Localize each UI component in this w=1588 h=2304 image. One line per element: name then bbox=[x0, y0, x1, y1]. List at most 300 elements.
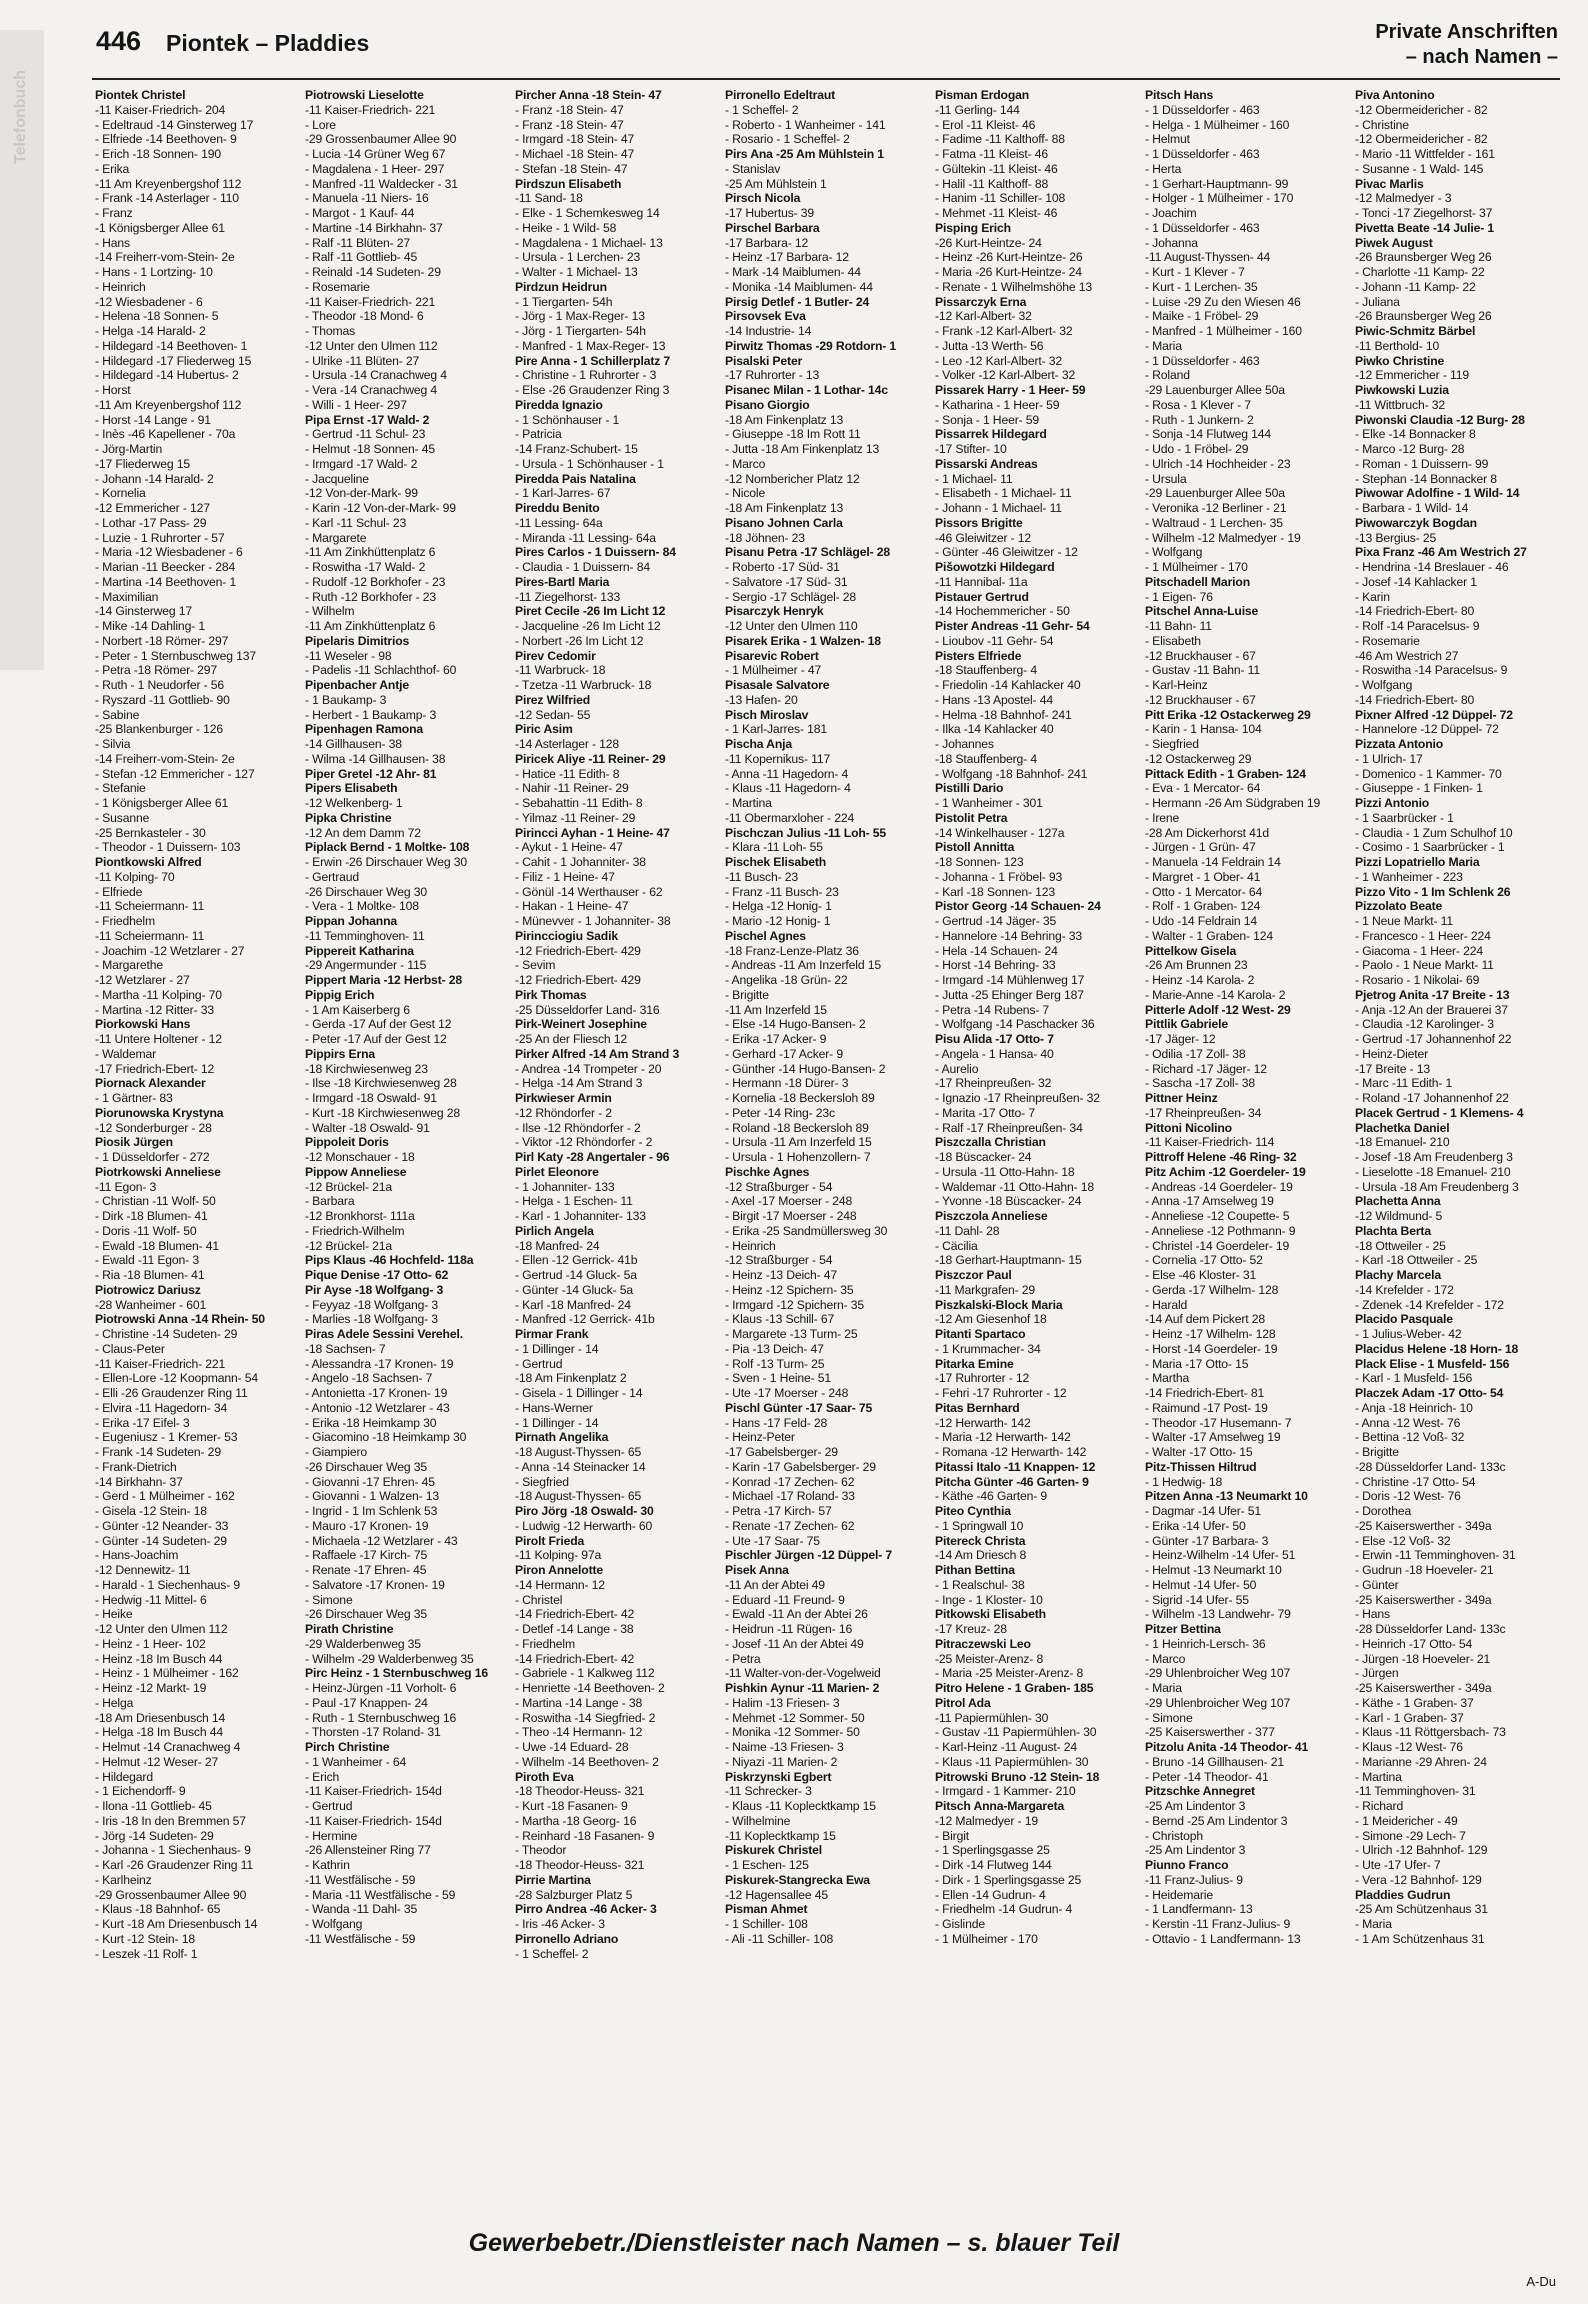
listing-entry: - Anna -12 West- 76 bbox=[1355, 1415, 1461, 1430]
listing-entry: - Sven - 1 Heine- 51 bbox=[725, 1371, 832, 1386]
listing-entry: - Heinrich bbox=[725, 1238, 776, 1253]
listing-surname-entry: Placido Pasquale bbox=[1355, 1312, 1453, 1327]
listing-entry: - Käthe -46 Garten- 9 bbox=[935, 1489, 1048, 1504]
listing-entry: - Niyazi -11 Marien- 2 bbox=[725, 1754, 838, 1769]
listing-entry: - Henriette -14 Beethoven- 2 bbox=[515, 1681, 665, 1695]
listing-surname-entry: Piorkowski Hans bbox=[95, 1017, 191, 1032]
listing-entry: - Hannelore -14 Behring- 33 bbox=[935, 928, 1083, 943]
listing-entry: -11 Kopernikus- 117 bbox=[725, 751, 831, 766]
listing-entry: - Helga -12 Honig- 1 bbox=[725, 899, 832, 914]
listing-entry: - Wilma -14 Gillhausen- 38 bbox=[305, 751, 446, 766]
listing-entry: - Martine -14 Birkhahn- 37 bbox=[305, 220, 443, 235]
listing-surname-entry: Pischa Anja bbox=[725, 737, 792, 751]
listing-entry: -11 August-Thyssen- 44 bbox=[1145, 250, 1271, 265]
listing-entry: -18 Büscacker- 24 bbox=[935, 1150, 1032, 1164]
listing-entry: - Karl - 1 Musfeld- 156 bbox=[1355, 1371, 1473, 1386]
listing-entry: - Hans - 1 Lortzing- 10 bbox=[95, 265, 213, 279]
listing-entry: - Petra -18 Römer- 297 bbox=[95, 663, 218, 678]
listing-entry: - Helmut -12 Weser- 27 bbox=[95, 1754, 219, 1769]
listing-entry: -46 Am Westrich 27 bbox=[1355, 648, 1459, 663]
listing-entry: - Günter -17 Barbara- 3 bbox=[1145, 1533, 1269, 1548]
listing-entry: - Heinz-Wilhelm -14 Ufer- 51 bbox=[1145, 1548, 1296, 1563]
listing-entry: -12 Herwarth- 142 bbox=[935, 1415, 1031, 1430]
listing-entry: - Salvatore -17 Süd- 31 bbox=[725, 574, 848, 589]
listing-entry: - Mehmet -12 Sommer- 50 bbox=[725, 1710, 865, 1725]
listing-entry: - Feyyaz -18 Wolfgang- 3 bbox=[305, 1297, 439, 1312]
listing-entry: - Dagmar -14 Ufer- 51 bbox=[1145, 1504, 1262, 1518]
listing-entry: - Erika bbox=[95, 161, 130, 176]
listing-entry: - Mark -14 Maiblumen- 44 bbox=[725, 265, 861, 279]
listing-surname-entry: Pipenhagen Ramona bbox=[305, 722, 423, 737]
listing-entry: - Helmut -18 Sonnen- 45 bbox=[305, 442, 436, 456]
listing-entry: - Martina -14 Beethoven- 1 bbox=[95, 574, 237, 589]
listing-surname-entry: Pirro Andrea -46 Acker- 3 bbox=[515, 1902, 657, 1917]
listing-entry: - Johann - 1 Michael- 11 bbox=[935, 501, 1062, 515]
listing-entry: -26 Am Brunnen 23 bbox=[1145, 958, 1248, 973]
listing-entry: - Bettina -12 Voß- 32 bbox=[1355, 1430, 1465, 1445]
listing-entry: - Gisela -12 Stein- 18 bbox=[95, 1504, 207, 1518]
listing-surname-entry: Pisters Elfriede bbox=[935, 648, 1022, 663]
listing-entry: -11 Lessing- 64a bbox=[515, 515, 603, 530]
listing-entry: - 1 Heinrich-Lersch- 36 bbox=[1145, 1636, 1266, 1651]
listing-surname-entry: Piric Asim bbox=[515, 722, 573, 737]
listing-entry: -25 Blankenburger - 126 bbox=[95, 722, 223, 737]
listing-entry: - Yilmaz -11 Reiner- 29 bbox=[515, 810, 636, 825]
listing-entry: -11 Gerling- 144 bbox=[935, 102, 1020, 117]
listing-entry: - Renate - 1 Wilhelmshöhe 13 bbox=[935, 279, 1093, 294]
listing-entry: - Ellen -12 Gerrick- 41b bbox=[515, 1253, 638, 1268]
listing-entry: -12 Bronkhorst- 111a bbox=[305, 1209, 415, 1223]
listing-entry: -18 Gerhart-Hauptmann- 15 bbox=[935, 1253, 1082, 1268]
listing-entry: - Roman - 1 Duissern- 99 bbox=[1355, 456, 1489, 471]
listing-entry: - Elisabeth - 1 Michael- 11 bbox=[935, 486, 1072, 501]
listing-entry: - Helmut -14 Ufer- 50 bbox=[1145, 1577, 1257, 1592]
listing-entry: - 1 Scheffel- 2 bbox=[725, 102, 799, 117]
listing-entry: - Andreas -11 Am Inzerfeld 15 bbox=[725, 958, 881, 973]
listing-entry: - Tonci -17 Ziegelhorst- 37 bbox=[1355, 206, 1493, 220]
listing-entry: - Else -26 Graudenzer Ring 3 bbox=[515, 383, 670, 397]
listing-entry: - Tzetza -11 Warbruck- 18 bbox=[515, 678, 652, 692]
listing-entry: - Günther -14 Hugo-Bansen- 2 bbox=[725, 1061, 886, 1076]
listing-entry: - Wolfgang bbox=[305, 1917, 363, 1931]
listing-entry: - Raffaele -17 Kirch- 75 bbox=[305, 1548, 428, 1563]
listing-entry: -11 Busch- 23 bbox=[725, 869, 799, 884]
listing-entry: - Margret - 1 Ober- 41 bbox=[1145, 869, 1261, 884]
listing-entry: - Heinz -14 Karola- 2 bbox=[1145, 973, 1255, 987]
listing-entry: - Margot - 1 Kauf- 44 bbox=[305, 206, 415, 220]
listing-entry: - Rolf - 1 Graben- 124 bbox=[1145, 899, 1261, 914]
listing-surname-entry: Pitsch Hans bbox=[1145, 88, 1214, 102]
listing-entry: - Margarethe bbox=[95, 958, 163, 973]
listing-entry: - Frank -14 Asterlager - 110 bbox=[95, 191, 239, 206]
listing-surname-entry: Pirs Ana -25 Am Mühlstein 1 bbox=[725, 147, 884, 161]
listing-entry: - 1 Düsseldorfer - 272 bbox=[95, 1150, 210, 1164]
listing-entry: - Peter -14 Ring- 23c bbox=[725, 1105, 835, 1120]
listing-column bbox=[1352, 88, 1562, 2224]
listing-entry: - Karl -26 Graudenzer Ring 11 bbox=[95, 1858, 254, 1872]
listing-entry: - Erika -18 Heimkamp 30 bbox=[305, 1415, 437, 1430]
listing-entry: - Edeltraud -14 Ginsterweg 17 bbox=[95, 117, 254, 132]
listing-entry: -12 Friedrich-Ebert- 429 bbox=[515, 973, 641, 987]
listing-column bbox=[722, 88, 932, 2224]
listing-entry: - Uwe -14 Eduard- 28 bbox=[515, 1740, 629, 1754]
listing-entry: - Thorsten -17 Roland- 31 bbox=[305, 1725, 441, 1740]
listing-entry: -12 Brückel- 21a bbox=[305, 1238, 393, 1253]
listing-entry: -14 Friedrich-Ebert- 80 bbox=[1355, 692, 1475, 707]
listing-entry: - Juliana bbox=[1355, 294, 1400, 309]
listing-entry: - Karin - 1 Hansa- 104 bbox=[1145, 722, 1262, 737]
listing-surname-entry: Pitrol Ada bbox=[935, 1695, 991, 1710]
listing-entry: - 1 Dillinger - 14 bbox=[515, 1341, 599, 1356]
listing-surname-entry: Pitz Achim -12 Goerdeler- 19 bbox=[1145, 1164, 1306, 1179]
listing-entry: - Hanim -11 Schiller- 108 bbox=[935, 191, 1066, 206]
listing-entry: - Elvira -11 Hagedorn- 34 bbox=[95, 1400, 228, 1415]
listing-entry: -26 Dirschauer Weg 30 bbox=[305, 884, 427, 899]
listing-entry: -18 Theodor-Heuss- 321 bbox=[515, 1858, 645, 1872]
listing-entry: - Petra -17 Kirch- 57 bbox=[725, 1504, 832, 1518]
listing-surname-entry: Pitereck Christa bbox=[935, 1533, 1026, 1548]
listing-entry: - Anneliese -12 Pothmann- 9 bbox=[1145, 1223, 1296, 1238]
listing-entry: - Heinz -17 Barbara- 12 bbox=[725, 250, 849, 265]
listing-entry: - 1 Johanniter- 133 bbox=[515, 1179, 615, 1194]
listing-entry: - Wilhelm -29 Walderbenweg 35 bbox=[305, 1651, 474, 1666]
listing-surname-entry: Pirincci Ayhan - 1 Heine- 47 bbox=[515, 825, 670, 840]
listing-surname-entry: Pisarevic Robert bbox=[725, 648, 819, 663]
listing-surname-entry: Pisano Giorgio bbox=[725, 397, 810, 412]
listing-surname-entry: Pippow Anneliese bbox=[305, 1164, 407, 1179]
listing-surname-entry: Pistor Georg -14 Schauen- 24 bbox=[935, 899, 1101, 914]
listing-surname-entry: Pitanti Spartaco bbox=[935, 1327, 1026, 1341]
listing-surname-entry: Pirronello Edeltraut bbox=[725, 88, 836, 102]
listing-entry: -29 Uhlenbroicher Weg 107 bbox=[1145, 1695, 1291, 1710]
listing-surname-entry: Pissarski Andreas bbox=[935, 456, 1038, 471]
listing-entry: - Hans -17 Feld- 28 bbox=[725, 1415, 828, 1430]
listing-entry: -17 Kreuz- 28 bbox=[935, 1622, 1007, 1636]
listing-entry: - Kathrin bbox=[305, 1858, 350, 1872]
listing-entry: - Angelika -18 Grün- 22 bbox=[725, 973, 848, 987]
listing-entry: - Hans-Werner bbox=[515, 1400, 593, 1415]
listing-entry: - 1 Tiergarten- 54h bbox=[515, 294, 613, 309]
listing-surname-entry: Pisasale Salvatore bbox=[725, 678, 830, 692]
section-title bbox=[1375, 20, 1558, 70]
listing-entry: - Theodor - 1 Duissern- 103 bbox=[95, 840, 241, 855]
listing-entry: -11 Berthold- 10 bbox=[1355, 338, 1440, 353]
listing-entry: - Reinhard -18 Fasanen- 9 bbox=[515, 1828, 655, 1843]
listing-entry: - Friedhelm -14 Gudrun- 4 bbox=[935, 1902, 1073, 1917]
listing-entry: - Helena -18 Sonnen- 5 bbox=[95, 309, 219, 324]
listing-entry: - Sonja - 1 Heer- 59 bbox=[935, 412, 1040, 427]
listing-entry: - Dirk - 1 Sperlingsgasse 25 bbox=[935, 1872, 1082, 1887]
listing-surname-entry: Pirincciogiu Sadik bbox=[515, 928, 618, 943]
listing-entry: - Jörg - 1 Max-Reger- 13 bbox=[515, 309, 645, 324]
listing-surname-entry: Pirlich Angela bbox=[515, 1223, 594, 1238]
listing-entry: -11 Markgrafen- 29 bbox=[935, 1282, 1036, 1297]
listing-entry: - Ryszard -11 Gottlieb- 90 bbox=[95, 692, 230, 707]
listing-entry: -14 Friedrich-Ebert- 42 bbox=[515, 1651, 635, 1666]
listing-entry: - Ursula - 1 Schönhauser - 1 bbox=[515, 456, 664, 471]
listing-entry: -14 Freiherr-vom-Stein- 2e bbox=[95, 751, 235, 766]
listing-surname-entry: Pirk Thomas bbox=[515, 987, 587, 1002]
listing-entry: -12 Malmedyer - 3 bbox=[1355, 191, 1452, 206]
listing-entry: - Helmut -13 Neumarkt 10 bbox=[1145, 1563, 1282, 1577]
listing-entry: - 1 Michael- 11 bbox=[935, 471, 1013, 486]
listing-surname-entry: Pircher Anna -18 Stein- 47 bbox=[515, 88, 662, 102]
listing-entry: - Alessandra -17 Kronen- 19 bbox=[305, 1356, 454, 1371]
listing-entry: - Rudolf -12 Borkhofer - 23 bbox=[305, 574, 446, 589]
listing-entry: - Barbara - 1 Wild- 14 bbox=[1355, 501, 1469, 515]
listing-entry: - Hatice -11 Edith- 8 bbox=[515, 766, 620, 781]
listing-entry: -14 Auf dem Pickert 28 bbox=[1145, 1312, 1265, 1327]
listing-entry: -14 Asterlager - 128 bbox=[515, 737, 620, 751]
listing-surname-entry: Pitassi Italo -11 Knappen- 12 bbox=[935, 1459, 1096, 1474]
listing-entry: - 1 Julius-Weber- 42 bbox=[1355, 1327, 1462, 1341]
listing-entry: - Josef -18 Am Freudenberg 3 bbox=[1355, 1150, 1513, 1164]
listing-surname-entry: Pissors Brigitte bbox=[935, 515, 1023, 530]
listing-surname-entry: Pischczan Julius -11 Loh- 55 bbox=[725, 825, 887, 840]
listing-entry: - Erich -18 Sonnen- 190 bbox=[95, 147, 221, 161]
listing-entry: - Udo -14 Feldrain 14 bbox=[1145, 914, 1258, 928]
listing-entry: - Mario -12 Honig- 1 bbox=[725, 914, 831, 928]
listing-entry: - Roswitha -14 Paracelsus- 9 bbox=[1355, 663, 1508, 678]
listing-entry: - Michael -18 Stein- 47 bbox=[515, 147, 635, 161]
listing-entry: - Karl-Heinz bbox=[1145, 678, 1208, 692]
listing-entry: - Jörg - 1 Tiergarten- 54h bbox=[515, 324, 646, 338]
listing-surname-entry: Pischek Elisabeth bbox=[725, 855, 827, 869]
listing-entry: -29 Uhlenbroicher Weg 107 bbox=[1145, 1666, 1291, 1681]
listing-entry: - 1 Baukamp- 3 bbox=[305, 692, 387, 707]
listing-entry: - Margarete bbox=[305, 530, 367, 545]
listing-entry: - Giuseppe -18 Im Rott 11 bbox=[725, 427, 861, 442]
listing-entry: - 1 Mülheimer - 47 bbox=[725, 663, 822, 678]
listing-surname-entry: Pirlet Eleonore bbox=[515, 1164, 599, 1179]
listing-entry: -14 Friedrich-Ebert- 80 bbox=[1355, 604, 1475, 619]
listing-surname-entry: Pitz-Thissen Hiltrud bbox=[1145, 1459, 1257, 1474]
listing-entry: - Birgit -17 Moerser - 248 bbox=[725, 1209, 857, 1223]
listing-entry: -11 An der Abtei 49 bbox=[725, 1577, 825, 1592]
listing-entry: - Sebahattin -11 Edith- 8 bbox=[515, 796, 643, 810]
listing-entry: - Hans bbox=[95, 235, 130, 250]
listing-entry: - Hildegard -14 Hubertus- 2 bbox=[95, 368, 239, 383]
listing-entry: - Dirk -14 Flutweg 144 bbox=[935, 1858, 1052, 1872]
listing-entry: - Marlies -18 Wolfgang- 3 bbox=[305, 1312, 438, 1327]
listing-entry: -11 Am Zinkhüttenplatz 6 bbox=[305, 545, 436, 560]
listing-entry: -14 Am Driesch 8 bbox=[935, 1548, 1027, 1563]
listing-entry: - Karl - 1 Graben- 37 bbox=[1355, 1710, 1464, 1725]
listing-surname-entry: Piwowarczyk Bogdan bbox=[1355, 515, 1477, 530]
listing-entry: -12 Emmericher - 119 bbox=[1355, 368, 1469, 383]
listing-surname-entry: Piras Adele Sessini Verehel. bbox=[305, 1327, 463, 1341]
listing-entry: - Lucia -14 Grüner Weg 67 bbox=[305, 147, 446, 161]
listing-surname-entry: Pizzolato Beate bbox=[1355, 899, 1443, 914]
thumb-index-label: Telefonbuch bbox=[12, 70, 29, 164]
listing-surname-entry: Pister Andreas -11 Gehr- 54 bbox=[935, 619, 1090, 633]
listing-entry: - Waldemar -11 Otto-Hahn- 18 bbox=[935, 1179, 1095, 1194]
listing-entry: -18 Am Finkenplatz 13 bbox=[725, 501, 844, 515]
listing-entry: -17 Barbara- 12 bbox=[725, 235, 809, 250]
listing-entry: - Monika -12 Sommer- 50 bbox=[725, 1725, 860, 1740]
listing-entry: - Marc -11 Edith- 1 bbox=[1355, 1076, 1453, 1091]
listing-surname-entry: Pirrie Martina bbox=[515, 1872, 591, 1887]
listing-entry: - Volker -12 Karl-Albert- 32 bbox=[935, 368, 1076, 383]
listing-entry: - Christel -14 Goerdeler- 19 bbox=[1145, 1238, 1290, 1253]
listing-surname-entry: Pisch Miroslav bbox=[725, 707, 809, 722]
listing-entry: - 1 Gärtner- 83 bbox=[95, 1091, 173, 1105]
listing-entry: - Lore bbox=[305, 117, 336, 132]
listing-entry: -11 Kolping- 70 bbox=[95, 869, 175, 884]
listing-entry: -11 Am Kreyenbergshof 112 bbox=[95, 176, 242, 191]
listing-entry: - Klaus -11 Papiermühlen- 30 bbox=[935, 1754, 1089, 1769]
listing-entry: - Harald - 1 Siechenhaus- 9 bbox=[95, 1577, 240, 1592]
listing-entry: - Petra -14 Rubens- 7 bbox=[935, 1002, 1050, 1017]
listing-entry: - Jacqueline bbox=[305, 471, 369, 486]
listing-entry: -11 Am Inzerfeld 15 bbox=[725, 1002, 827, 1017]
listing-entry: - Heinz -13 Deich- 47 bbox=[725, 1268, 838, 1282]
listing-entry: - Manfred - 1 Mülheimer - 160 bbox=[1145, 324, 1302, 338]
listing-entry: - Joachim -12 Wetzlarer - 27 bbox=[95, 943, 245, 958]
listing-entry: -26 Dirschauer Weg 35 bbox=[305, 1607, 427, 1622]
listing-entry: -11 Untere Holtener - 12 bbox=[95, 1032, 222, 1046]
listing-surname-entry: Pippig Erich bbox=[305, 987, 375, 1002]
listing-entry: - Mario -11 Wittfelder - 161 bbox=[1355, 147, 1495, 161]
listing-entry: -11 Koplecktkamp 15 bbox=[725, 1828, 836, 1843]
listing-entry: - Ulrich -12 Bahnhof- 129 bbox=[1355, 1843, 1488, 1858]
listing-entry: -12 Obermeidericher - 82 bbox=[1355, 132, 1488, 147]
listing-surname-entry: Piszczor Paul bbox=[935, 1268, 1012, 1282]
listing-entry: -17 Rheinpreußen- 34 bbox=[1145, 1105, 1262, 1120]
listing-entry: - Franz bbox=[95, 206, 133, 220]
listing-surname-entry: Piwonski Claudia -12 Burg- 28 bbox=[1355, 412, 1525, 427]
listing-entry: - Rolf -13 Turm- 25 bbox=[725, 1356, 825, 1371]
listing-entry: - Ursula -18 Am Freudenberg 3 bbox=[1355, 1179, 1519, 1194]
listing-entry: - Detlef -14 Lange - 38 bbox=[515, 1622, 634, 1636]
listing-surname-entry: Pittroff Helene -46 Ring- 32 bbox=[1145, 1150, 1297, 1164]
listing-entry: -18 Am Driesenbusch 14 bbox=[95, 1710, 226, 1725]
listing-entry: - Ralf -17 Rheinpreußen- 34 bbox=[935, 1120, 1083, 1135]
listing-entry: -11 Hannibal- 11a bbox=[935, 574, 1028, 589]
listing-entry: - Heidemarie bbox=[1145, 1887, 1213, 1902]
listing-entry: -11 Am Kreyenbergshof 112 bbox=[95, 397, 242, 412]
listing-entry: - Irene bbox=[1145, 810, 1180, 825]
listing-entry: - Wilhelm -12 Malmedyer - 19 bbox=[1145, 530, 1301, 545]
listing-entry: -14 Industrie- 14 bbox=[725, 324, 812, 338]
listing-entry: - Klaus -11 Koplecktkamp 15 bbox=[725, 1799, 876, 1813]
listing-entry: -18 Stauffenberg- 4 bbox=[935, 663, 1037, 678]
listing-entry: - Erol -11 Kleist- 46 bbox=[935, 117, 1036, 132]
listing-entry: - 1 Dillinger - 14 bbox=[515, 1415, 599, 1430]
listing-entry: - Irmgard -17 Wald- 2 bbox=[305, 456, 418, 471]
listing-surname-entry: Piskurek Christel bbox=[725, 1843, 823, 1858]
listing-entry: - Wolfgang bbox=[1355, 678, 1413, 692]
listing-surname-entry: Piosik Jürgen bbox=[95, 1135, 173, 1150]
listing-surname-entry: Piszczalla Christian bbox=[935, 1135, 1046, 1150]
listing-entry: -25 Kaiserswerther - 349a bbox=[1355, 1518, 1492, 1533]
listing-entry: - Christine -14 Sudeten- 29 bbox=[95, 1327, 238, 1341]
listing-surname-entry: Piret Cecile -26 Im Licht 12 bbox=[515, 604, 666, 619]
listing-entry: - Thomas bbox=[305, 324, 356, 338]
listing-entry: - Waldemar bbox=[95, 1046, 157, 1061]
listing-entry: - Giacoma - 1 Heer- 224 bbox=[1355, 943, 1483, 958]
listing-entry: -14 Krefelder - 172 bbox=[1355, 1282, 1454, 1297]
listing-entry: - Walter - 1 Michael- 13 bbox=[515, 265, 638, 279]
listing-surname-entry: Pittlik Gabriele bbox=[1145, 1017, 1228, 1032]
listing-entry: -12 Karl-Albert- 32 bbox=[935, 309, 1032, 324]
listing-entry: - Anja -12 An der Brauerei 37 bbox=[1355, 1002, 1508, 1017]
listing-entry: - Roberto - 1 Wanheimer - 141 bbox=[725, 117, 886, 132]
listing-entry: - Klaus -12 West- 76 bbox=[1355, 1740, 1463, 1754]
listing-entry: -11 Warbruck- 18 bbox=[515, 663, 606, 678]
listing-entry: -18 Am Finkenplatz 2 bbox=[515, 1371, 627, 1386]
listing-entry: - Gudrun -18 Hoeveler- 21 bbox=[1355, 1563, 1494, 1577]
listing-surname-entry: Pithan Bettina bbox=[935, 1563, 1015, 1577]
listing-entry: -17 Ruhrorter - 13 bbox=[725, 368, 820, 383]
listing-entry: - Franz -18 Stein- 47 bbox=[515, 117, 624, 132]
listing-entry: - Heinz-Dieter bbox=[1355, 1046, 1429, 1061]
listing-entry: - Heidrun -11 Rügen- 16 bbox=[725, 1622, 853, 1636]
listing-surname-entry: Pitas Bernhard bbox=[935, 1400, 1020, 1415]
listing-entry: - Roswitha -14 Siegfried- 2 bbox=[515, 1710, 656, 1725]
listing-entry: -11 Franz-Julius- 9 bbox=[1145, 1872, 1243, 1887]
listing-surname-entry: Pisek Anna bbox=[725, 1563, 789, 1577]
listing-entry: - Heinz - 1 Heer- 102 bbox=[95, 1636, 206, 1651]
listing-entry: - Birgit bbox=[935, 1828, 970, 1843]
listing-entry: - Jürgen bbox=[1355, 1666, 1399, 1681]
listing-entry: - Gertrud -17 Johannenhof 22 bbox=[1355, 1032, 1512, 1046]
listing-entry: - Angela - 1 Hansa- 40 bbox=[935, 1046, 1054, 1061]
listing-entry: - Josef -14 Kahlacker 1 bbox=[1355, 574, 1477, 589]
listing-surname-entry: Pischke Agnes bbox=[725, 1164, 810, 1179]
listing-entry: - Wilhelmine bbox=[725, 1813, 791, 1828]
listing-entry: - Ruth - 1 Neudorfer - 56 bbox=[95, 678, 225, 692]
listing-entry: - Karin -12 Von-der-Mark- 99 bbox=[305, 501, 456, 515]
listing-entry: - Günter -14 Sudeten- 29 bbox=[95, 1533, 227, 1548]
listing-entry: - Iris -18 In den Bremmen 57 bbox=[95, 1813, 246, 1828]
listing-entry: - Rosemarie bbox=[1355, 633, 1420, 648]
listing-surname-entry: Piwko Christine bbox=[1355, 353, 1445, 368]
listing-entry: - Rosario - 1 Scheffel- 2 bbox=[725, 132, 850, 147]
listing-entry: - Helga bbox=[95, 1695, 134, 1710]
listing-entry: -11 Kaiser-Friedrich- 114 bbox=[1145, 1135, 1275, 1150]
listing-entry: -18 Stauffenberg- 4 bbox=[935, 751, 1037, 766]
listing-entry: - Norbert -18 Römer- 297 bbox=[95, 633, 229, 648]
listing-surname-entry: Pivetta Beate -14 Julie- 1 bbox=[1355, 220, 1495, 235]
listing-entry: - Ute -17 Saar- 75 bbox=[725, 1533, 820, 1548]
listing-entry: -29 Grossenbaumer Allee 90 bbox=[95, 1887, 247, 1902]
page-range-title: Piontek – Pladdies bbox=[166, 30, 370, 56]
listing-entry: - Martha -18 Georg- 16 bbox=[515, 1813, 637, 1828]
listing-surname-entry: Pisanec Milan - 1 Lothar- 14c bbox=[725, 383, 888, 397]
listing-entry: - Theodor -18 Mond- 6 bbox=[305, 309, 424, 324]
listing-surname-entry: Pipenbacher Antje bbox=[305, 678, 410, 692]
listing-entry: -12 Nombericher Platz 12 bbox=[725, 471, 860, 486]
listing-entry: - Claudia - 1 Zum Schulhof 10 bbox=[1355, 825, 1513, 840]
listing-entry: - Susanne - 1 Wald- 145 bbox=[1355, 161, 1484, 176]
listing-entry: - Kurt - 1 Klever - 7 bbox=[1145, 265, 1245, 279]
listing-surname-entry: Plachetta Anna bbox=[1355, 1194, 1441, 1209]
listing-surname-entry: Pisanu Petra -17 Schlägel- 28 bbox=[725, 545, 890, 560]
listing-surname-entry: Pixner Alfred -12 Düppel- 72 bbox=[1355, 707, 1513, 722]
listing-entry: - Heinz-Peter bbox=[725, 1430, 795, 1445]
listing-entry: -12 Von-der-Mark- 99 bbox=[305, 486, 418, 501]
listing-entry: - Vera -14 Cranachweg 4 bbox=[305, 383, 438, 397]
listing-surname-entry: Pisarek Erika - 1 Walzen- 18 bbox=[725, 633, 881, 648]
listing-entry: - 1 Realschul- 38 bbox=[935, 1577, 1025, 1592]
listing-entry: -11 Am Zinkhüttenplatz 6 bbox=[305, 619, 436, 633]
listing-surname-entry: Pisu Alida -17 Otto- 7 bbox=[935, 1032, 1054, 1046]
listing-surname-entry: Pires Carlos - 1 Duissern- 84 bbox=[515, 545, 676, 560]
listing-entry: - Cosimo - 1 Saarbrücker - 1 bbox=[1355, 840, 1505, 855]
listing-entry: -18 Kirchwiesenweg 23 bbox=[305, 1061, 428, 1076]
listing-entry: - Heinz - 1 Mülheimer - 162 bbox=[95, 1666, 239, 1681]
